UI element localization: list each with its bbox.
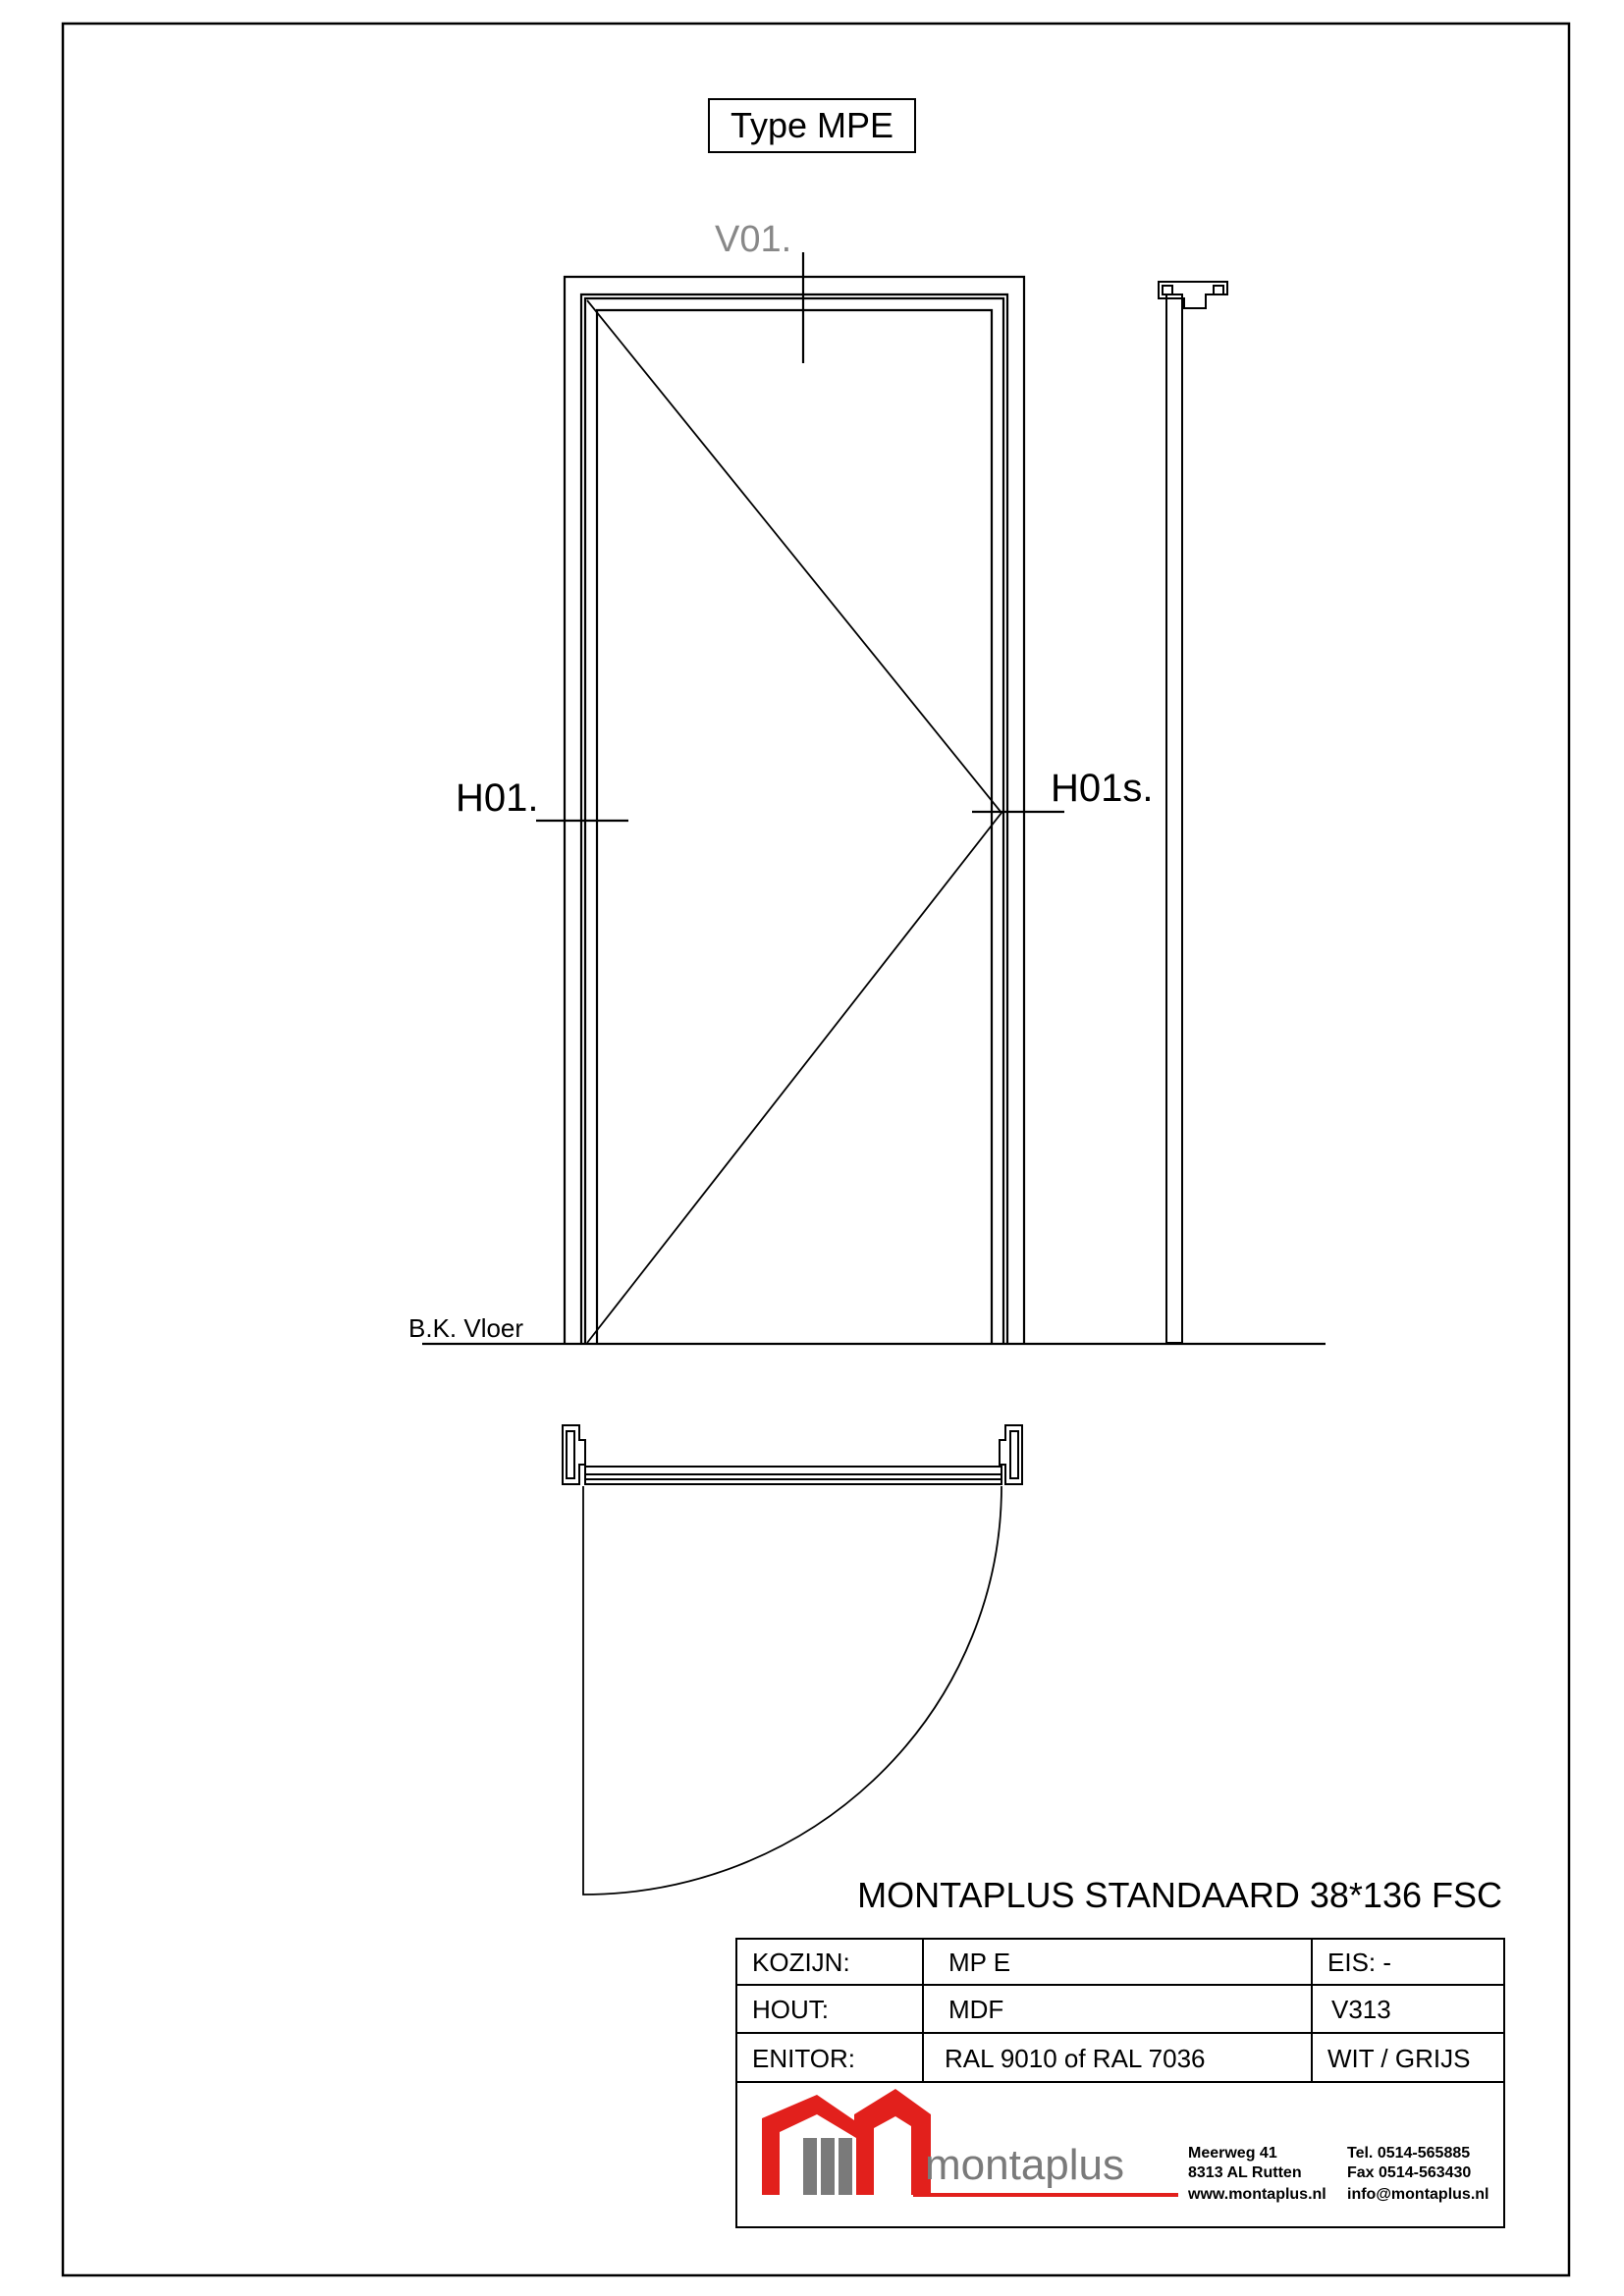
- v01-label: V01.: [715, 219, 792, 260]
- phone-number: Tel. 0514-565885: [1347, 2145, 1471, 2162]
- spec-value-hout: MDF: [948, 1995, 1004, 2024]
- frame-outer: [565, 277, 1024, 1343]
- floor-label: B.K. Vloer: [408, 1313, 524, 1343]
- spec-extra-eis: EIS: -: [1327, 1948, 1392, 1977]
- h01-label: H01.: [456, 776, 539, 820]
- spec-value-kozijn: MP E: [948, 1948, 1011, 1977]
- spec-table-row-enitor: [752, 2044, 1470, 2073]
- sheet-border: [63, 24, 1569, 2275]
- company-address: [1187, 2145, 1326, 2203]
- drawing-title: MONTAPLUS STANDAARD 38*136 FSC: [857, 1875, 1502, 1915]
- spec-label-hout: HOUT:: [752, 1995, 829, 2024]
- email-link[interactable]: info@montaplus.nl: [1347, 2186, 1489, 2203]
- h01s-marker: [972, 767, 1154, 812]
- plan-swing-arc: [583, 1486, 1001, 1895]
- logo-wordmark: montaplus: [925, 2141, 1125, 2189]
- h01s-label: H01s.: [1051, 767, 1154, 810]
- door-elevation: [565, 277, 1024, 1343]
- spec-extra-v313: V313: [1331, 1995, 1391, 2024]
- spec-extra-color: WIT / GRIJS: [1327, 2044, 1471, 2073]
- type-label: Type MPE: [730, 105, 894, 145]
- spec-label-kozijn: KOZIJN:: [752, 1948, 850, 1977]
- door-leaf-outer: [585, 298, 1003, 1343]
- montaplus-logo: [762, 2089, 1178, 2195]
- swing-indicator: [587, 300, 1001, 1343]
- company-contact: [1347, 2145, 1489, 2203]
- frame-inner: [581, 294, 1007, 1343]
- spec-label-enitor: ENITOR:: [752, 2044, 855, 2073]
- address-line2: 8313 AL Rutten: [1188, 2164, 1302, 2181]
- h01-marker: [456, 776, 628, 821]
- address-line1: Meerweg 41: [1188, 2145, 1277, 2162]
- spec-table-row-hout: [752, 1995, 1391, 2024]
- spec-table-row-kozijn: [752, 1948, 1391, 1977]
- spec-value-enitor: RAL 9010 of RAL 7036: [945, 2044, 1206, 2073]
- logo-grey-bar-1: [803, 2138, 817, 2195]
- logo-grey-bar-3: [839, 2138, 852, 2195]
- logo-grey-bar-2: [821, 2138, 835, 2195]
- website-link[interactable]: www.montaplus.nl: [1188, 2186, 1326, 2203]
- door-plan-view: [563, 1425, 1022, 1895]
- side-profile: [1159, 282, 1227, 1343]
- v01-marker: [715, 219, 803, 363]
- type-label-box: [709, 99, 915, 152]
- door-leaf-inner: [597, 310, 992, 1343]
- fax-number: Fax 0514-563430: [1347, 2164, 1472, 2181]
